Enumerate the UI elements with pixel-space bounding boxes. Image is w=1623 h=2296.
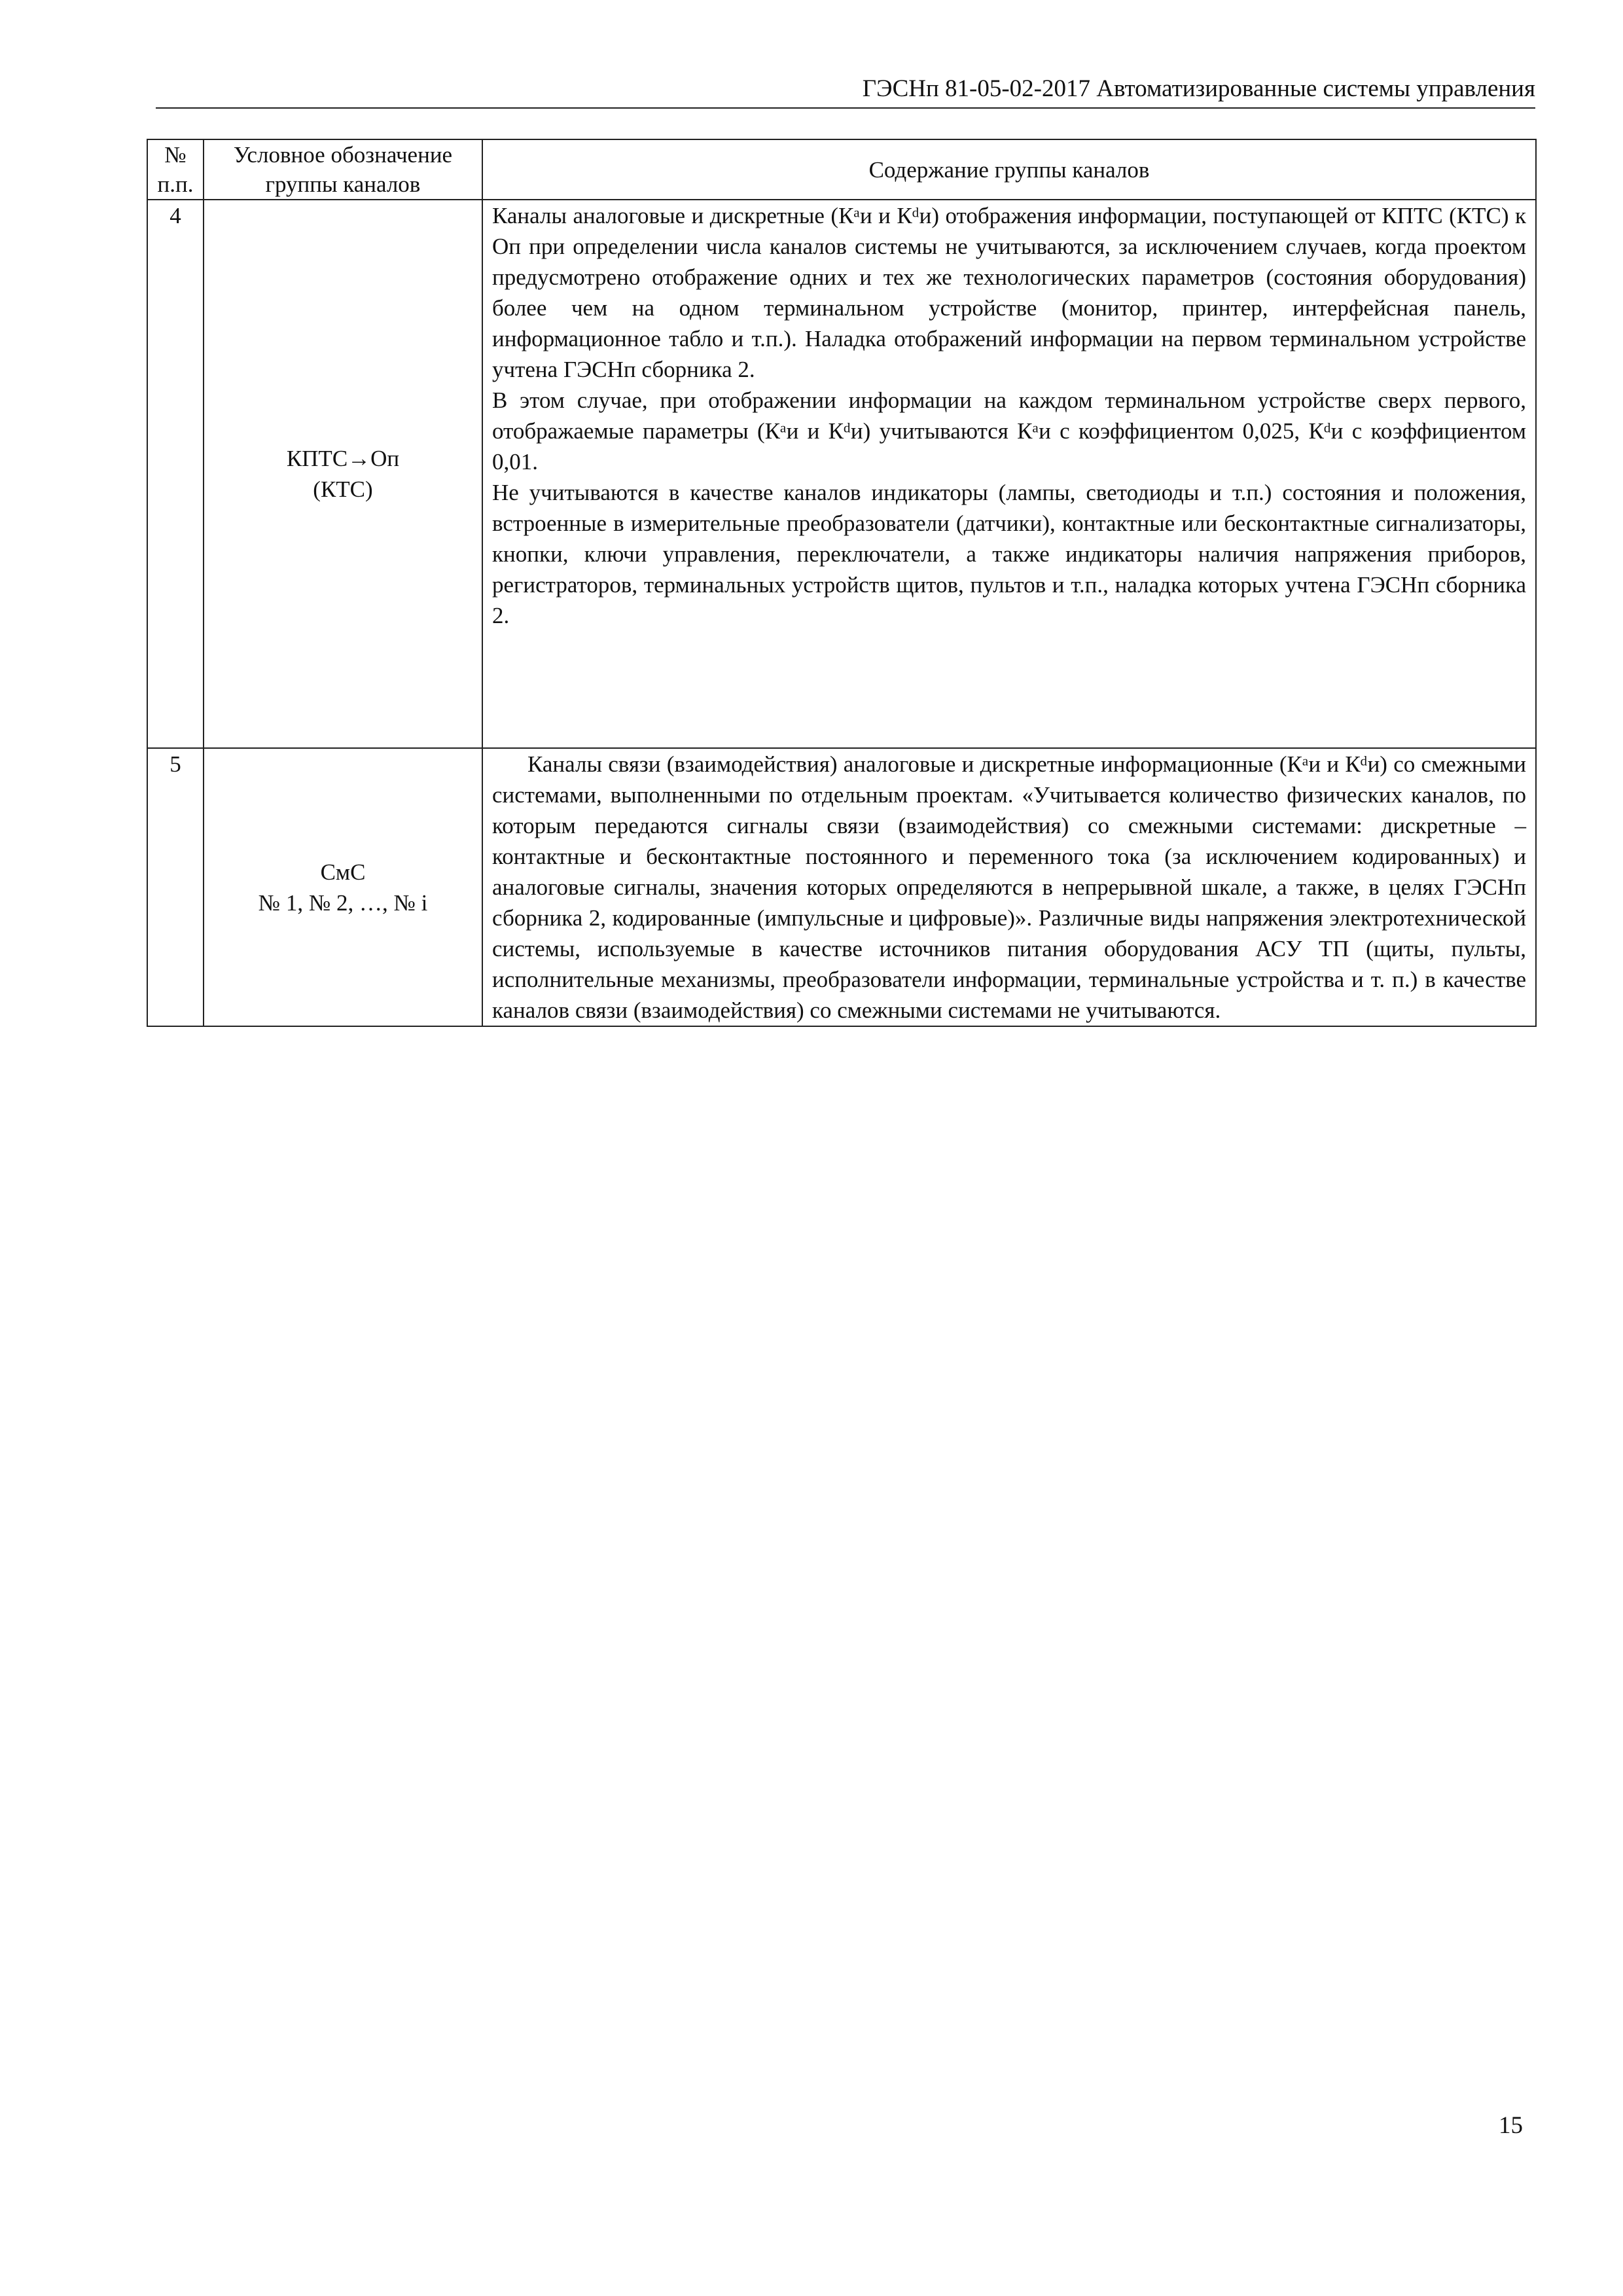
group-symbol-line2: № 1, № 2, …, № i	[258, 889, 428, 916]
column-header-number: № п.п.	[147, 139, 204, 200]
content-paragraph: Каналы аналоговые и дискретные (Кᵃи и Кᵈи) отображения информации, поступающей от КПТС (КТС) к Оп при определении числа каналов системы не учитываются, за исключением случаев, когда проектом предусмотрено отображение одних и тех же технологических параметров (состояния оборудования) более чем на одном терминальном устройстве (монитор, принтер, интерфейсная панель, информационное табло и т.п.). Наладка отображений информации на первом терминальном устройстве учтена ГЭСНп сборника 2.	[492, 203, 1526, 382]
row-number: 4	[147, 200, 204, 748]
group-symbol-line1: СмС	[320, 859, 366, 885]
group-symbol	[204, 748, 482, 1026]
table-row	[147, 200, 1536, 748]
group-symbol	[204, 200, 482, 748]
table-row	[147, 748, 1536, 1026]
content-paragraph: Каналы связи (взаимодействия) аналоговые и дискретные информационные (Кᵃи и Кᵈи) со смежными системами, выполненными по отдельным проектам. «Учитывается количество физических каналов, по которым передаются сигналы связи (взаимодействия) со смежными системами: дискретные – контактные и бесконтактные постоянного и переменного тока (за исключением кодированных) и аналоговые сигналы, значения которых определяются в непрерывной шкале, а также, в целях ГЭСНп сборника 2, кодированные (импульсные и цифровые)». Различные виды напряжения электротехнической системы, используемые в качестве источников питания оборудования АСУ ТП (щиты, пульты, исполнительные механизмы, преобразователи информации, терминальные устройства и т. п.) в качестве каналов связи (взаимодействия) со смежными системами не учитываются.	[492, 751, 1526, 1023]
row-number: 5	[147, 748, 204, 1026]
page-number: 15	[1499, 2112, 1523, 2139]
group-symbol-line1: КПТС→Оп	[286, 446, 400, 471]
channel-groups-table	[147, 139, 1537, 1027]
table-header-row	[147, 139, 1536, 200]
group-symbol-line2: (КТС)	[313, 476, 373, 502]
content-paragraph: Не учитываются в качестве каналов индикаторы (лампы, светодиоды и т.п.) состояния и положения, встроенные в измерительные преобразователи (датчики), контактные или бесконтактные сигнализаторы, кнопки, ключи управления, переключатели, а также индикаторы наличия напряжения приборов, регистраторов, терминальных устройств щитов, пультов и т.п., наладка которых учтена ГЭСНп сборника 2.	[492, 480, 1526, 628]
content-paragraph: В этом случае, при отображении информации на каждом терминальном устройстве сверх первого, отображаемые параметры (Кᵃи и Кᵈи) учитываются Кᵃи с коэффициентом 0,025, Кᵈи с коэффициентом 0,01.	[492, 387, 1526, 475]
running-header: ГЭСНп 81-05-02-2017 Автоматизированные системы управления	[156, 71, 1535, 109]
group-content	[482, 748, 1536, 1026]
column-header-symbol: Условное обозначение группы каналов	[204, 139, 482, 200]
group-content	[482, 200, 1536, 748]
column-header-content: Содержание группы каналов	[482, 139, 1536, 200]
